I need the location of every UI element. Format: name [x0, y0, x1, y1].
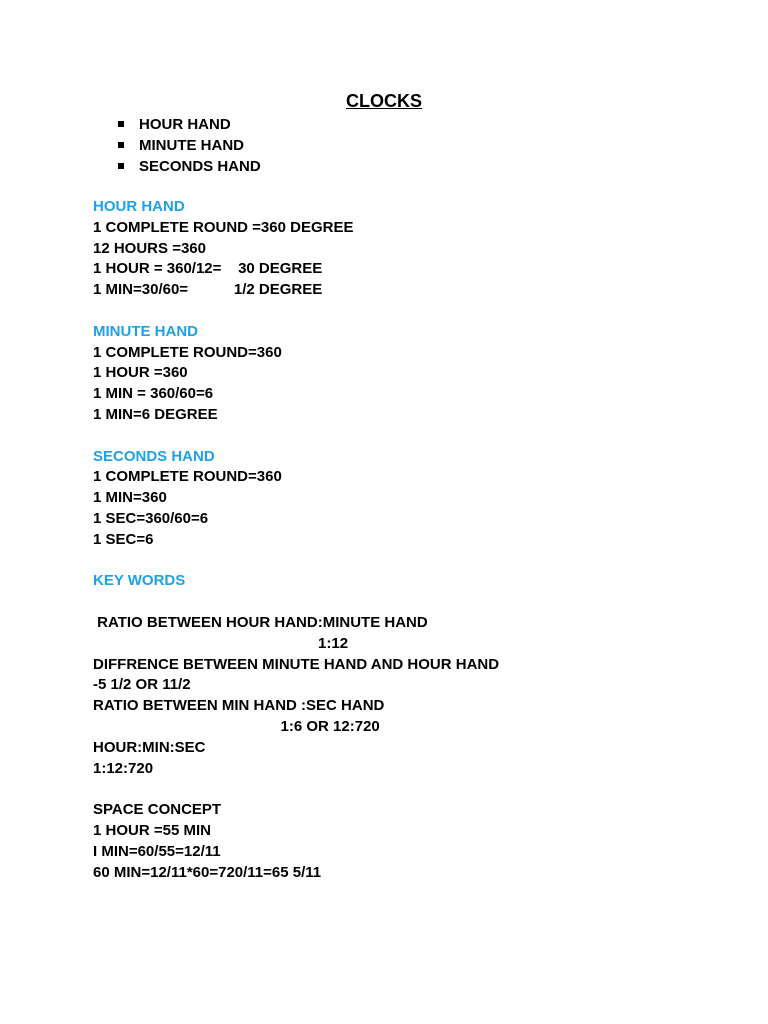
space-concept-section [93, 800, 693, 883]
spacer [93, 426, 693, 447]
text-line: 1 MIN=30/60= 1/2 DEGREE [93, 281, 323, 299]
text-line: 1:12:720 [93, 759, 154, 777]
text-line: 1:12 [93, 634, 349, 652]
square-bullet-icon [118, 163, 124, 169]
text-line: 12 HOURS =360 [93, 239, 206, 257]
section-heading: SPACE CONCEPT [93, 801, 222, 819]
text-line: 1 MIN=360 [93, 489, 167, 507]
text-line: 1 SEC=6 [93, 530, 154, 548]
spacer [93, 592, 693, 613]
spacer [93, 301, 693, 322]
spacer [93, 551, 693, 572]
bullet-list [118, 114, 261, 177]
text-line: 1 SEC=360/60=6 [93, 509, 209, 527]
text-line: I MIN=60/55=12/11 [93, 842, 221, 860]
text-line: HOUR:MIN:SEC [93, 738, 206, 756]
seconds-hand-section [93, 447, 693, 551]
text-line: 1 HOUR =55 MIN [93, 821, 211, 839]
section-heading: HOUR HAND [93, 198, 185, 215]
text-line: 1 COMPLETE ROUND=360 [93, 343, 282, 361]
list-item [118, 135, 261, 156]
section-heading: MINUTE HAND [93, 322, 198, 340]
hour-hand-section [93, 197, 693, 301]
text-line: 1 MIN = 360/60=6 [93, 385, 214, 403]
text-line: 60 MIN=12/11*60=720/11=65 5/11 [93, 863, 322, 881]
section-heading: SECONDS HAND [93, 447, 215, 465]
text-line: RATIO BETWEEN MIN HAND :SEC HAND [93, 697, 385, 715]
text-line: 1 COMPLETE ROUND =360 DEGREE [93, 218, 354, 236]
bullet-text: HOUR HAND [139, 116, 231, 133]
bullet-text: MINUTE HAND [139, 137, 244, 154]
key-words-section [93, 571, 693, 779]
text-line: 1 HOUR =360 [93, 364, 188, 382]
square-bullet-icon [118, 121, 124, 127]
list-item [118, 114, 261, 135]
text-line: DIFFRENCE BETWEEN MINUTE HAND AND HOUR HAND [93, 655, 500, 673]
text-line: -5 1/2 OR 11/2 [93, 676, 191, 694]
text-line: RATIO BETWEEN HOUR HAND:MINUTE HAND [93, 613, 428, 631]
bullet-text: SECONDS HAND [139, 158, 261, 175]
list-item [118, 156, 261, 177]
page-title: CLOCKS [346, 91, 422, 111]
section-heading: KEY WORDS [93, 572, 186, 590]
square-bullet-icon [118, 142, 124, 148]
document-body [93, 197, 693, 883]
spacer [93, 779, 693, 800]
text-line: 1 COMPLETE ROUND=360 [93, 468, 282, 486]
minute-hand-section [93, 322, 693, 426]
text-line: 1 MIN=6 DEGREE [93, 405, 218, 423]
text-line: 1 HOUR = 360/12= 30 DEGREE [93, 260, 323, 278]
text-line: 1:6 OR 12:720 [93, 717, 380, 735]
